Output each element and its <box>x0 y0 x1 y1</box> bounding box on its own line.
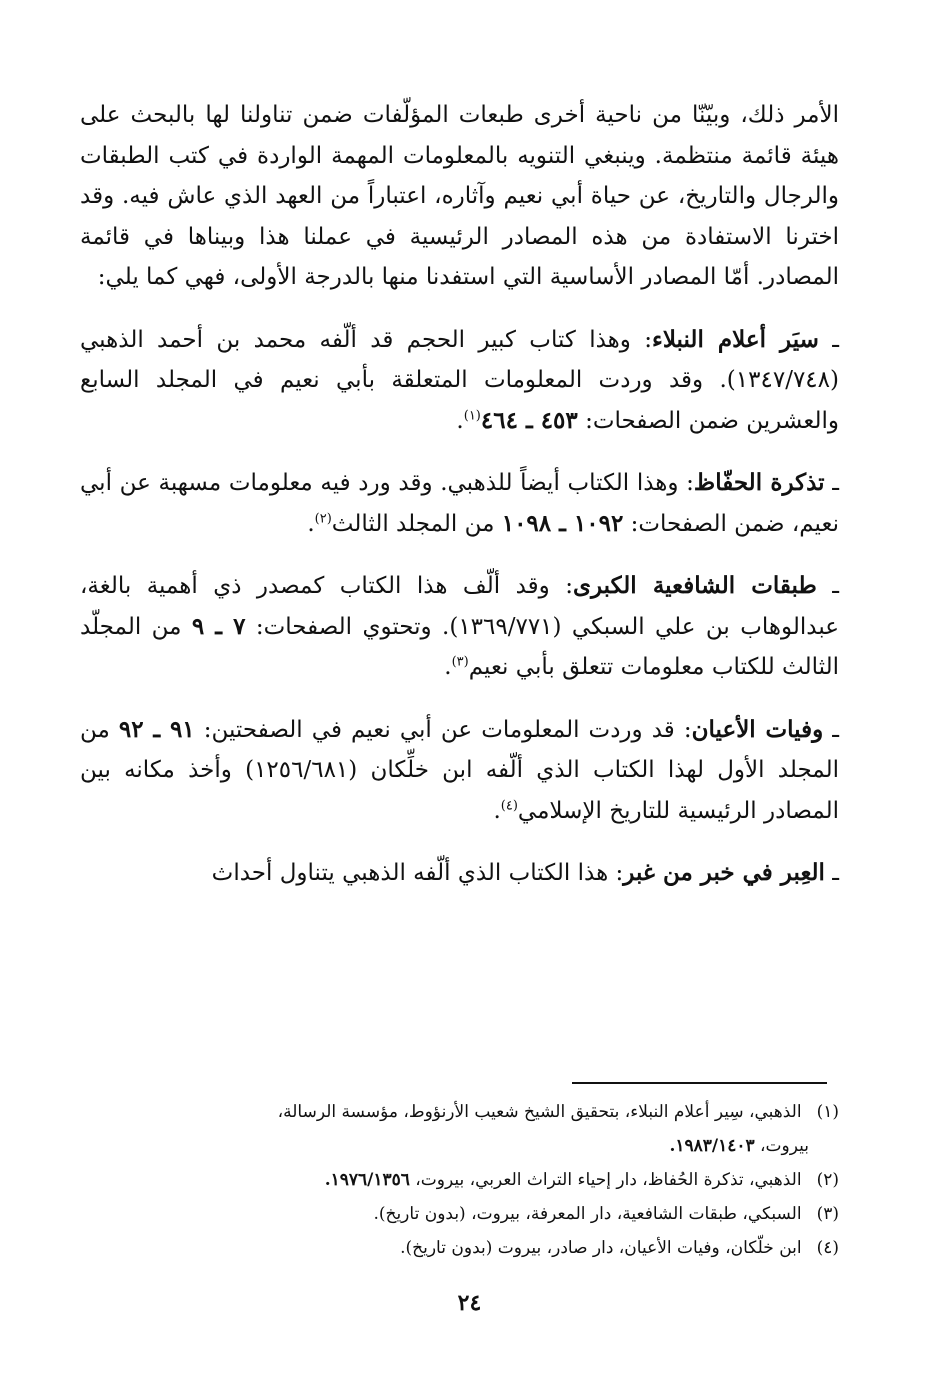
entry-tadhkira <box>80 463 839 544</box>
footnote-ref[interactable]: (٢) <box>314 510 332 526</box>
entry-text: : وهذا الكتاب أيضاً للذهبي. وقد ورد فيه معلومات مسهبة عن أبي نعيم، ضمن الصفحات: <box>80 470 839 537</box>
entry-heading: طبقات الشافعية الكبرى <box>572 572 817 599</box>
footnote-3 <box>80 1197 839 1231</box>
footnotes <box>80 1095 839 1265</box>
entry-text-2: من المجلد الثالث <box>331 510 502 537</box>
entry-pages: ٧ ـ ٩ <box>191 612 246 640</box>
intro-paragraph: الأمر ذلك، وبيّنّا من ناحية أخرى طبعات المؤلّفات ضمن تناولنا لها بالبحث على هيئة قائمة منتظمة. وينبغي التنويه بالمعلومات المهمة الواردة في كتب الطبقات والرجال والتاريخ، عن حياة أبي نعيم وآثاره، اعتباراً من العهد الذي عاش فيه. وقد اخترنا الاستفادة من هذه المصادر الرئيسية في عملنا هذا وبيناها في قائمة المصادر. أمّا المصادر الأساسية التي استفدنا منها بالدرجة الأولى، فهي كما يلي: <box>80 102 839 290</box>
footnote-text: الذهبي، تذكرة الحُفاظ، دار إحياء التراث العربي، بيروت، <box>409 1170 802 1190</box>
footnote-number: (٢) <box>816 1170 839 1190</box>
footnote-text: السبكي، طبقات الشافعية، دار المعرفة، بيروت، (بدون تاريخ). <box>373 1204 802 1224</box>
entry-pages: ٤٥٣ ـ ٤٦٤ <box>480 406 578 434</box>
entry-dash: ـ <box>832 326 840 353</box>
entry-siyar <box>80 320 839 442</box>
footnote-text-cont: بيروت، <box>754 1136 809 1156</box>
page-number: ٢٤ <box>457 1290 482 1316</box>
footnote-text: ابن خلّكان، وفيات الأعيان، دار صادر، بيروت (بدون تاريخ). <box>400 1238 802 1258</box>
entry-wafayat <box>80 710 839 832</box>
entry-text: : قد وردت المعلومات عن أبي نعيم في الصفحتين: <box>194 716 692 743</box>
entry-text-2: من المجلّد الثالث للكتاب معلومات تتعلق بأبي نعيم <box>80 613 839 680</box>
footnote-text: الذهبي، سِير أعلام النبلاء، بتحقيق الشيخ شعيب الأرنؤوط، مؤسسة الرسالة، <box>277 1102 802 1122</box>
footnote-ref[interactable]: (٣) <box>451 654 469 670</box>
page-body <box>80 95 839 916</box>
entry-end: . <box>307 510 315 537</box>
entry-pages: ٩١ ـ ٩٢ <box>118 715 195 743</box>
entry-end: . <box>456 407 464 434</box>
entry-end: . <box>493 797 501 824</box>
footnote-1-continued <box>80 1129 839 1163</box>
entry-text-2: من المجلد الأول لهذا الكتاب الذي ألّفه ابن خلِّكان (١٢٥٦/٦٨١) وأخذ مكانه بين المصادر الرئيسية للتاريخ الإسلامي <box>80 716 839 824</box>
footnote-1 <box>80 1095 839 1129</box>
footnote-year: ١٩٧٦/١٣٥٦. <box>324 1170 410 1190</box>
footnote-4 <box>80 1231 839 1265</box>
entry-text: : وهذا كتاب كبير الحجم قد ألّفه محمد بن أحمد الذهبي (١٣٤٧/٧٤٨). وقد وردت المعلومات المتعلقة بأبي نعيم في المجلد السابع والعشرين ضمن الصفحات: <box>80 326 839 434</box>
footnote-number: (٣) <box>816 1204 839 1224</box>
footnote-ref[interactable]: (٤) <box>500 797 518 813</box>
entry-text: : وقد ألّف هذا الكتاب كمصدر ذي أهمية بالغة، عبدالوهاب بن علي السبكي (١٣٦٩/٧٧١). وتحتوي الصفحات: <box>80 573 840 640</box>
footnote-number: (١) <box>816 1102 839 1122</box>
footnote-ref[interactable]: (١) <box>463 407 481 423</box>
entry-heading: سيَر أعلام النبلاء <box>652 325 819 353</box>
entry-ibar <box>80 853 839 894</box>
entry-text: : هذا الكتاب الذي ألّفه الذهبي يتناول أحداث <box>211 860 624 886</box>
entry-heading: تذكرة الحفّاظ <box>693 469 825 496</box>
entry-dash: ـ <box>832 470 839 496</box>
entry-heading: وفيات الأعيان <box>691 715 824 743</box>
footnote-divider <box>572 1082 827 1084</box>
entry-dash: ـ <box>832 860 839 886</box>
footnote-number: (٤) <box>816 1238 839 1258</box>
entry-dash: ـ <box>832 573 839 599</box>
entry-heading: العِبر في خبر من غبر <box>623 859 825 886</box>
entry-pages: ١٠٩٢ ـ ١٠٩٨ <box>501 509 624 537</box>
footnote-year: ١٩٨٣/١٤٠٣. <box>669 1136 755 1156</box>
entry-tabaqat <box>80 566 839 688</box>
footnote-2 <box>80 1163 839 1197</box>
entry-dash: ـ <box>832 716 840 743</box>
entry-end: . <box>444 654 452 680</box>
